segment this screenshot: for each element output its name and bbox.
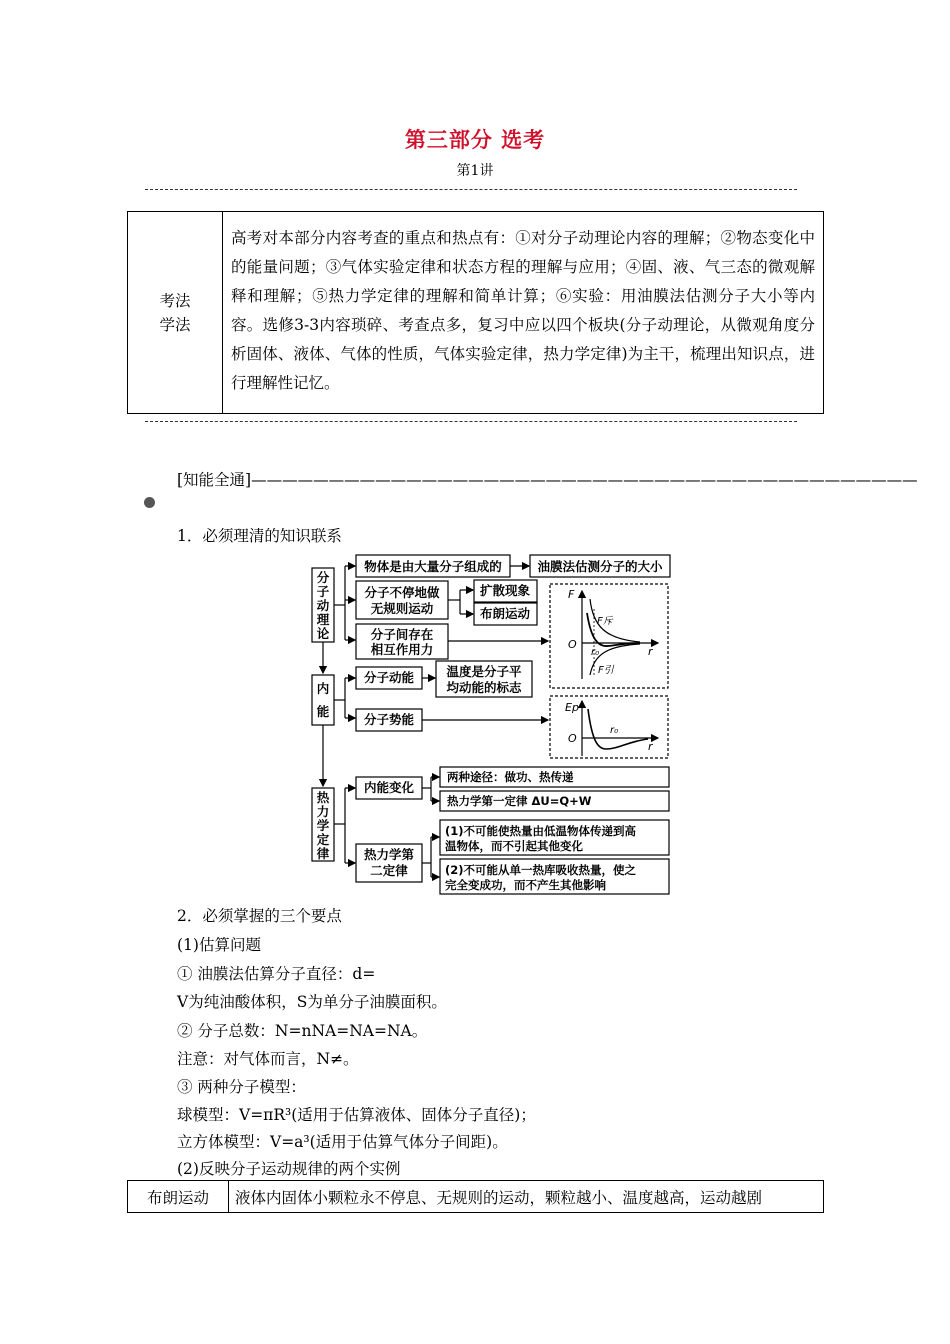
item2-line4: 注意：对气体而言，N≠。 — [177, 1050, 359, 1068]
method-label-line1: 考法 — [159, 291, 191, 310]
temp-a-text: 温度是分子平 — [446, 664, 522, 679]
brownian-table — [127, 1180, 824, 1213]
b2r1-text: 扩散现象 — [479, 583, 531, 598]
g1-O-label: O — [568, 638, 577, 651]
brownian-label: 布朗运动 — [128, 1181, 229, 1213]
b2a-text: 分子不停地做 — [364, 585, 440, 600]
page-subtitle: 第1讲 — [456, 163, 494, 179]
second-a-text: 热力学第 — [363, 847, 415, 862]
exam-method-table — [127, 211, 824, 414]
b2r2-text: 布朗运动 — [479, 606, 531, 621]
section-header: [知能全通]——————————————————————————————————————————— — [177, 471, 918, 489]
method-label-line2: 学法 — [159, 315, 191, 334]
energy-char-2: 能 — [316, 704, 330, 719]
ways-text: 两种途径：做功、热传递 — [447, 770, 574, 784]
temp-b-text: 均动能的标志 — [446, 680, 522, 695]
g1-repulsive-label: F斥 — [597, 616, 613, 627]
g2-r0-label: r₀ — [610, 725, 619, 736]
item2-line2: V为纯油酸体积，S为单分子油膜面积。 — [177, 993, 447, 1011]
item2-line7: 立方体模型：V=a³(适用于估算气体分子间距)。 — [177, 1133, 508, 1151]
g2-E-label: Ep — [565, 701, 579, 714]
ie-change-text: 内能变化 — [363, 780, 415, 795]
g2-r-label: r — [648, 740, 653, 753]
thermo-char-1: 热 — [316, 790, 330, 805]
b3b-text: 相互作用力 — [370, 642, 434, 657]
potential-text: 分子势能 — [363, 712, 415, 727]
b3a-text: 分子间存在 — [370, 627, 434, 642]
thermo-char-5: 律 — [316, 846, 330, 861]
thermo-char-3: 学 — [316, 818, 330, 833]
item2-line5: ③ 两种分子模型： — [177, 1078, 306, 1096]
b1-text: 物体是由大量分子组成的 — [364, 559, 502, 574]
item1-heading: 1．必须理清的知识联系 — [177, 527, 342, 545]
bullet-dot — [144, 497, 155, 508]
brownian-description: 液体内固体小颗粒永不停息、无规则的运动，颗粒越小、温度越高，运动越剧 — [229, 1181, 824, 1213]
divider-bottom — [145, 421, 797, 422]
s2a-text: (2)不可能从单一热库吸收热量，使之 — [445, 863, 637, 877]
divider-top — [145, 189, 797, 190]
knowledge-diagram — [300, 551, 672, 896]
second-b-text: 二定律 — [370, 863, 408, 878]
b1r-text: 油膜法估测分子的大小 — [537, 559, 663, 574]
item2-line1: ① 油膜法估算分子直径：d= — [177, 965, 376, 983]
method-content: 高考对本部分内容考查的重点和热点有：①对分子动理论内容的理解；②物态变化中的能量问题；③气体实验定律和状态方程的理解与应用；④固、液、气三态的微观解释和理解；⑤热力学定律的理解和简单计算；⑥实验：用油膜法估测分子大小等内容。选修3-3内容琐碎、考查点多，复习中应以四个板块(分子动理论，从微观角度分析固体、液体、气体的性质，气体实验定律，热力学定律)为主干，梳理出知识点，进行理解性记忆。 — [223, 212, 824, 414]
s2b-text: 完全变成功，而不产生其他影响 — [445, 878, 606, 892]
g1-F-label: F — [568, 588, 575, 601]
thermo-char-4: 定 — [316, 832, 330, 847]
first-law-text: 热力学第一定律 ΔU=Q+W — [447, 794, 592, 808]
thermo-char-2: 力 — [316, 804, 330, 819]
s1a-text: (1)不可能使热量由低温物体传递到高 — [445, 824, 637, 838]
item2-line3: ② 分子总数：N=nNA=NA=NA。 — [177, 1022, 428, 1040]
method-label — [128, 212, 223, 414]
b2b-text: 无规则运动 — [370, 601, 434, 616]
s1b-text: 温物体，而不引起其他变化 — [445, 839, 583, 853]
g1-r-label: r — [648, 645, 653, 658]
item2-sub1: (1)估算问题 — [177, 936, 261, 954]
page-title: 第三部分 选考 — [404, 127, 546, 152]
energy-char-1: 内 — [316, 681, 330, 696]
item2-heading: 2．必须掌握的三个要点 — [177, 907, 342, 925]
g2-O-label: O — [568, 732, 577, 745]
g1-r0-label: r₀ — [591, 647, 600, 658]
theory-char-4: 理 — [316, 612, 330, 627]
g1-attractive-label: F引 — [598, 665, 614, 676]
theory-char-3: 动 — [316, 598, 330, 613]
theory-char-2: 子 — [316, 584, 330, 599]
item2-line6: 球模型：V=πR³(适用于估算液体、固体分子直径)； — [177, 1106, 536, 1124]
kinetic-text: 分子动能 — [363, 670, 415, 685]
theory-char-1: 分 — [316, 570, 330, 585]
theory-char-5: 论 — [316, 626, 330, 641]
item2-sub2: (2)反映分子运动规律的两个实例 — [177, 1160, 401, 1178]
